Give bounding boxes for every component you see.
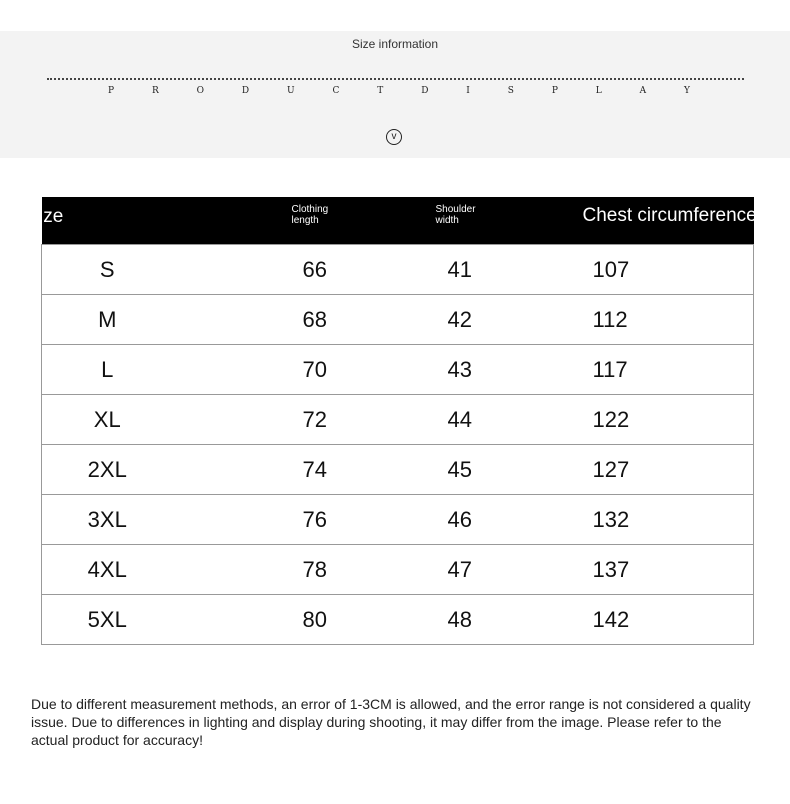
cell-chest: 137 [467, 545, 754, 595]
table-row [42, 495, 754, 545]
table-row [42, 245, 754, 295]
size-table [29, 197, 757, 645]
pd-letter: D [241, 86, 250, 96]
dotted-divider [47, 78, 744, 80]
cell-shoulder: 45 [322, 445, 467, 495]
cell-chest: 127 [467, 445, 754, 495]
cell-size: 4XL [42, 545, 177, 595]
cell-length: 66 [177, 245, 322, 295]
table-row [42, 595, 754, 645]
cell-shoulder: 41 [322, 245, 467, 295]
cell-size: L [42, 345, 177, 395]
pd-letter: R [151, 86, 159, 96]
cell-size: 2XL [42, 445, 177, 495]
header-clothing-length-label [292, 204, 329, 226]
pd-letter: S [507, 86, 514, 96]
cell-size: S [42, 245, 177, 295]
cell-shoulder: 48 [322, 595, 467, 645]
pd-letter: P [108, 86, 115, 96]
header-chest-circumference [467, 197, 757, 245]
cell-shoulder: 44 [322, 395, 467, 445]
header-clothing-length [177, 197, 329, 245]
pd-letter: P [551, 86, 558, 96]
table-row [42, 395, 754, 445]
header-chest-label: Chest circumference [582, 204, 757, 226]
cell-size: M [42, 295, 177, 345]
pd-letter: A [639, 86, 647, 96]
table-header-row [42, 197, 754, 245]
header-shoulder-width [322, 197, 476, 245]
cell-length: 70 [177, 345, 322, 395]
cell-chest: 117 [467, 345, 754, 395]
table-row [42, 545, 754, 595]
banner-title: Size information [351, 37, 439, 51]
cell-shoulder: 47 [322, 545, 467, 595]
chevron-down-icon: v [386, 129, 402, 145]
cell-chest: 142 [467, 595, 754, 645]
pd-letter: U [287, 86, 295, 96]
header-clothing-length-line2: length [291, 214, 319, 226]
header-clothing-length-line1: Clothing [291, 203, 329, 215]
cell-length: 68 [177, 295, 322, 345]
table-row [42, 295, 754, 345]
cell-size: 5XL [42, 595, 177, 645]
pd-letter: T [377, 86, 384, 96]
header-shoulder-width-line2: width [435, 214, 459, 226]
header-banner [0, 31, 790, 158]
cell-size: 3XL [42, 495, 177, 545]
pd-letter: C [332, 86, 340, 96]
cell-length: 72 [177, 395, 322, 445]
pd-letter: D [421, 86, 429, 96]
cell-length: 80 [177, 595, 322, 645]
header-size-label: size [29, 205, 64, 227]
header-size [29, 197, 177, 245]
cell-size: XL [42, 395, 177, 445]
pd-letter: I [466, 86, 470, 96]
cell-shoulder: 43 [322, 345, 467, 395]
cell-chest: 132 [467, 495, 754, 545]
cell-chest: 112 [467, 295, 754, 345]
cell-shoulder: 42 [322, 295, 467, 345]
header-shoulder-width-label [436, 204, 476, 226]
cell-length: 74 [177, 445, 322, 495]
cell-chest: 122 [467, 395, 754, 445]
table-row [42, 445, 754, 495]
pd-letter: Y [684, 86, 690, 96]
cell-chest: 107 [467, 245, 754, 295]
pd-letter: L [595, 86, 602, 96]
product-display-label [108, 86, 690, 96]
cell-length: 78 [177, 545, 322, 595]
cell-shoulder: 46 [322, 495, 467, 545]
disclaimer-note: Due to different measurement methods, an error of 1-3CM is allowed, and the error range is not considered a quality issue. Due to differences in lighting and display during shooting, it may differ from the image. Please refer to the actual product for accuracy! [31, 696, 751, 748]
table-row [42, 345, 754, 395]
pd-letter: O [196, 86, 205, 96]
header-shoulder-width-line1: Shoulder [435, 203, 476, 215]
cell-length: 76 [177, 495, 322, 545]
